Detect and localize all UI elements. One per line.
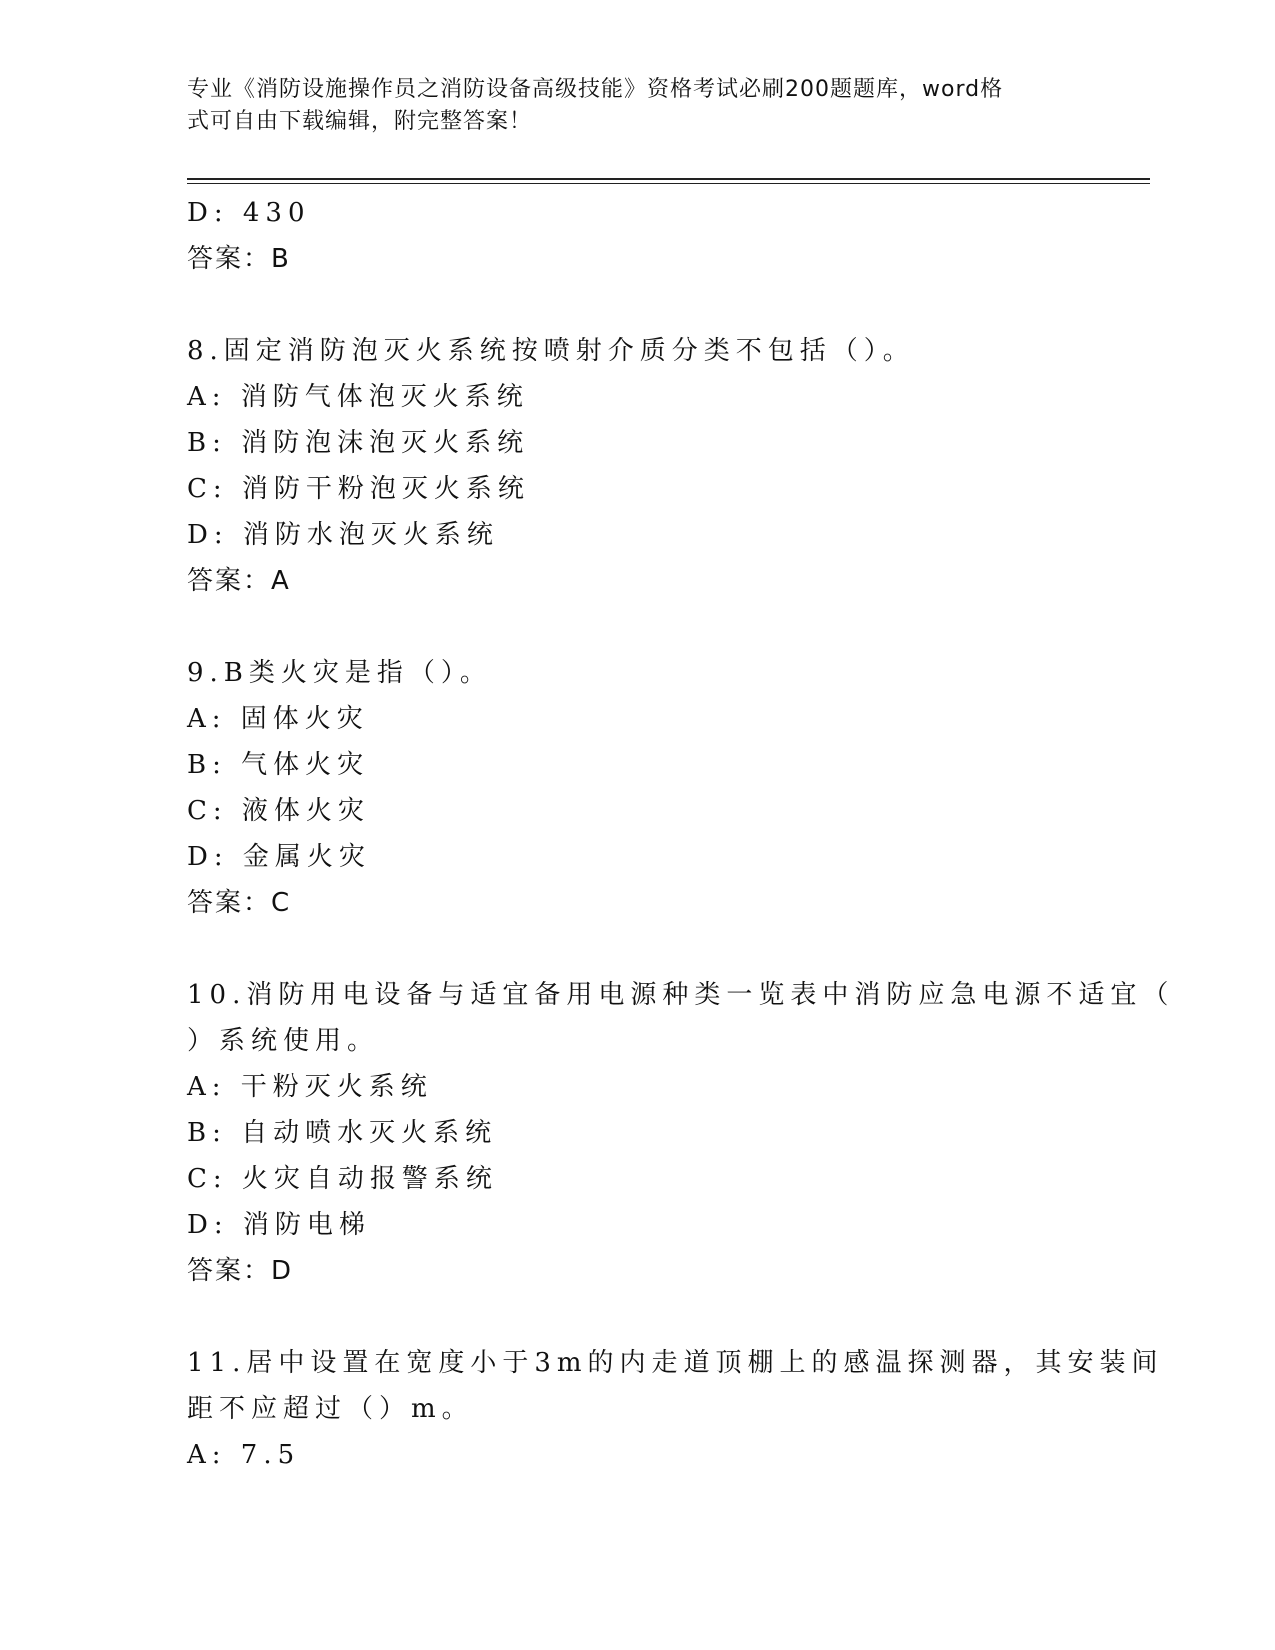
header-line-2: 式可自由下载编辑，附完整答案！ <box>187 109 533 134</box>
answer-line: 答案：D <box>187 1256 294 1286</box>
question-stem: 9.B类火灾是指（）。 <box>187 658 492 688</box>
option-c: C: 火灾自动报警系统 <box>187 1164 498 1194</box>
option-a: A: 干粉灭火系统 <box>187 1072 433 1102</box>
option-d: D: 消防电梯 <box>187 1210 371 1240</box>
question-stem-line-1: 10.消防用电设备与适宜备用电源种类一览表中消防应急电源不适宜（ <box>187 980 1175 1010</box>
answer-line: 答案：B <box>187 244 291 274</box>
header-rule-thin <box>187 183 1150 184</box>
question-8 <box>187 328 1087 604</box>
option-b: B: 自动喷水灭火系统 <box>187 1118 498 1148</box>
option-a: A: 固体火灾 <box>187 704 369 734</box>
header-line-1: 专业《消防设施操作员之消防设备高级技能》资格考试必刷200题题库，word格 <box>187 77 1004 102</box>
question-9 <box>187 650 1087 926</box>
option-d: D: 430 <box>187 198 311 228</box>
question-stem-line-2: 距不应超过（）m。 <box>187 1394 474 1424</box>
option-a: A: 7.5 <box>187 1440 301 1470</box>
option-c: C: 消防干粉泡灭火系统 <box>187 474 530 504</box>
document-header <box>187 74 1067 138</box>
answer-line: 答案：A <box>187 566 291 596</box>
header-rule-thick <box>187 178 1150 180</box>
question-11 <box>187 1340 1164 1478</box>
carryover-block <box>187 190 1087 282</box>
question-list <box>187 190 1175 1478</box>
question-stem-line-1: 11.居中设置在宽度小于3m的内走道顶棚上的感温探测器，其安装间 <box>187 1348 1164 1378</box>
option-d: D: 金属火灾 <box>187 842 371 872</box>
option-b: B: 气体火灾 <box>187 750 370 780</box>
option-d: D: 消防水泡灭火系统 <box>187 520 499 550</box>
question-stem-line-2: ）系统使用。 <box>187 1026 380 1056</box>
option-c: C: 液体火灾 <box>187 796 370 826</box>
answer-line: 答案：C <box>187 888 292 918</box>
question-10 <box>187 972 1175 1294</box>
option-b: B: 消防泡沫泡灭火系统 <box>187 428 530 458</box>
question-stem: 8.固定消防泡灭火系统按喷射介质分类不包括（）。 <box>187 336 915 366</box>
option-a: A: 消防气体泡灭火系统 <box>187 382 529 412</box>
